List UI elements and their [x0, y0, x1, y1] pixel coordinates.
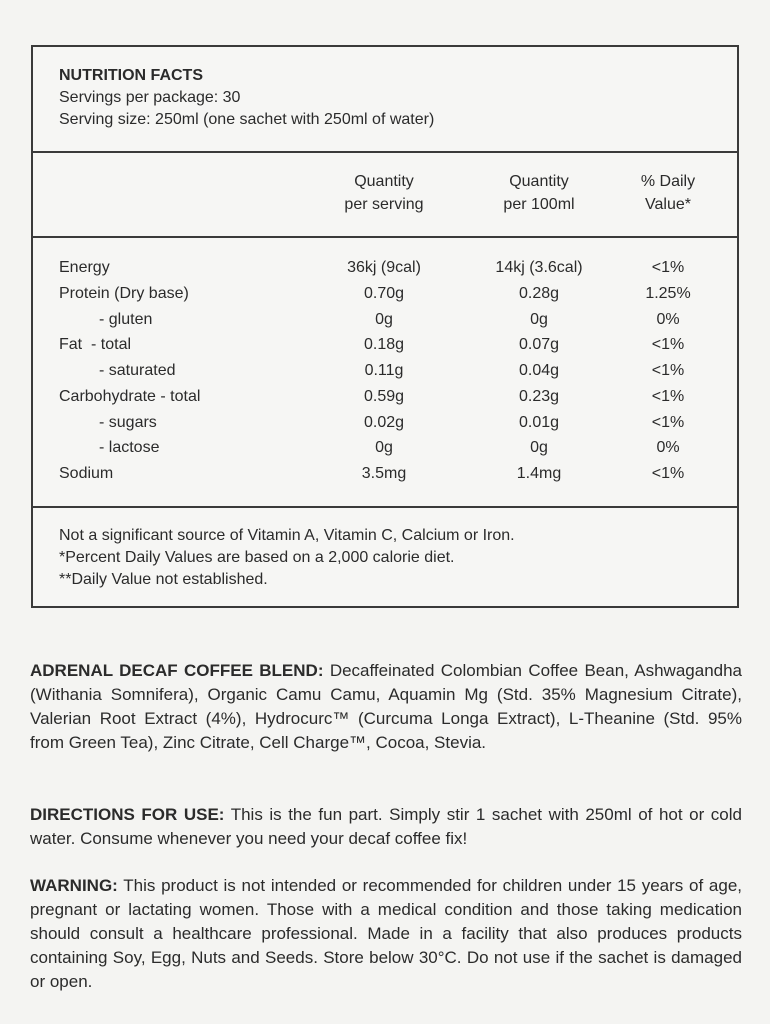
- warning-paragraph: [30, 874, 742, 994]
- nutrition-header: [33, 47, 737, 153]
- directions-paragraph: [30, 803, 742, 851]
- ingredients-paragraph: [30, 659, 742, 755]
- table-row: - sugars 0.02g 0.01g <1%: [99, 414, 685, 431]
- note-not-established: **Daily Value not established.: [59, 571, 268, 588]
- warning-text: This product is not intended or recommended for children under 15 years of age, pregnant or lactating women. Those with a medical condition and those taking medication should consult a healthcare professional. Made in a facility that also produces products containing Soy, Egg, Nuts and Seeds. Store below 30°C. Do not use if the sachet is damaged or open.: [30, 876, 742, 991]
- nutrition-notes: [59, 525, 515, 591]
- directions-text: This is the fun part. Simply stir 1 sachet with 250ml of hot or cold water. Consume whenever you need your decaf coffee fix!: [30, 805, 742, 848]
- note-vitamins: Not a significant source of Vitamin A, Vitamin C, Calcium or Iron.: [59, 527, 515, 544]
- table-row: Sodium 3.5mg 1.4mg <1%: [59, 465, 685, 482]
- ingredients-text: Decaffeinated Colombian Coffee Bean, Ashwagandha (Withania Somnifera), Organic Camu Camu, Aquamin Mg (Std. 35% Magnesium Citrate), Valerian Root Extract (4%), Hydrocurc™ (Curcuma Longa Extract), L-Theanine (Std. 95% from Green Tea), Zinc Citrate, Cell Charge™, Cocoa, Stevia.: [30, 661, 743, 752]
- col-daily-value: % Daily Value*: [640, 173, 696, 213]
- table-row: Carbohydrate - total 0.59g 0.23g <1%: [59, 388, 685, 405]
- table-row: Protein (Dry base) 0.70g 0.28g 1.25%: [59, 285, 691, 302]
- note-daily-values: *Percent Daily Values are based on a 2,000 calorie diet.: [59, 549, 455, 566]
- table-row: Fat - total 0.18g 0.07g <1%: [59, 336, 685, 353]
- nutrition-rows: [33, 238, 737, 508]
- nutrition-facts-panel: [31, 45, 739, 608]
- warning-heading: WARNING:: [30, 876, 118, 895]
- servings-per-package: Servings per package: 30: [59, 89, 241, 106]
- col-per-100ml: Quantity per 100ml: [503, 173, 575, 213]
- directions-heading: DIRECTIONS FOR USE:: [30, 805, 225, 824]
- table-row: Energy 36kj (9cal) 14kj (3.6cal) <1%: [59, 259, 685, 276]
- table-row: - saturated 0.11g 0.04g <1%: [99, 362, 685, 379]
- table-row: - gluten 0g 0g 0%: [99, 311, 680, 328]
- table-row: - lactose 0g 0g 0%: [99, 439, 680, 456]
- col-per-serving: Quantity per serving: [344, 173, 424, 213]
- ingredients-heading: ADRENAL DECAF COFFEE BLEND:: [30, 661, 324, 680]
- column-headers: [33, 153, 737, 238]
- nutrition-title: NUTRITION FACTS: [59, 67, 203, 84]
- serving-size: Serving size: 250ml (one sachet with 250ml of water): [59, 111, 435, 128]
